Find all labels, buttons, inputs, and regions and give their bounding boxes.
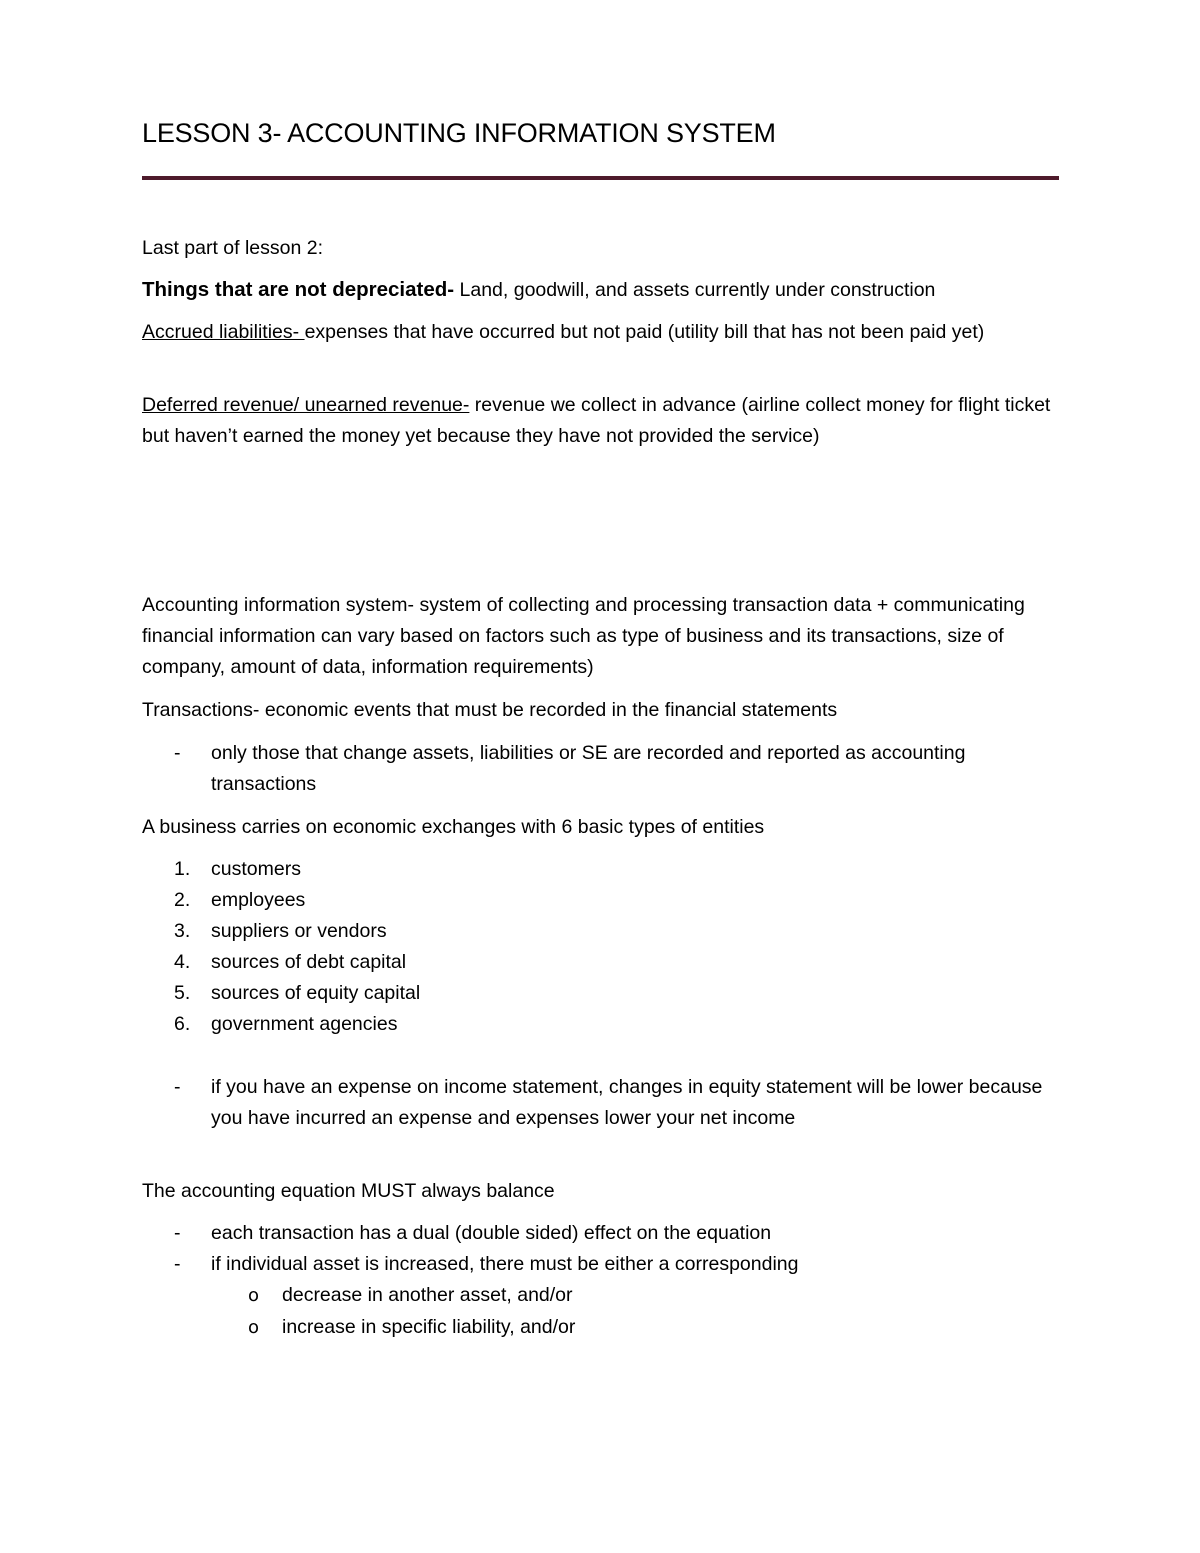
not-depreciated-text: Land, goodwill, and assets currently under construction bbox=[454, 279, 936, 301]
list-item bbox=[142, 1218, 1067, 1249]
list-item-text: if you have an expense on income statement, changes in equity statement will be lower because you have incurred an expense and expenses lower your net income bbox=[211, 1076, 1043, 1129]
sub-list-item bbox=[142, 1280, 1067, 1311]
list-item bbox=[142, 738, 1067, 800]
entity-list-item bbox=[142, 947, 1067, 978]
list-number: 1. bbox=[174, 858, 191, 880]
entity-list-item bbox=[142, 885, 1067, 916]
entities-intro: A business carries on economic exchanges with 6 basic types of entities bbox=[142, 816, 765, 838]
sub-list-item-text: decrease in another asset, and/or bbox=[282, 1284, 573, 1306]
list-number: 2. bbox=[174, 889, 191, 911]
entity-text: sources of debt capital bbox=[211, 951, 407, 973]
sub-list-item bbox=[142, 1312, 1067, 1343]
equation-intro: The accounting equation MUST always balance bbox=[142, 1180, 555, 1202]
circle-bullet-marker: o bbox=[248, 1285, 260, 1306]
entity-text: employees bbox=[211, 889, 306, 911]
list-number: 4. bbox=[174, 951, 191, 973]
dash-bullet-marker: - bbox=[174, 1222, 181, 1244]
list-item bbox=[142, 1249, 1067, 1280]
list-item-text: if individual asset is increased, there must be either a corresponding bbox=[211, 1253, 799, 1275]
entity-list-item bbox=[142, 916, 1067, 947]
accrued-liabilities-term: Accrued liabilities- bbox=[142, 321, 305, 343]
sub-list-item-text: increase in specific liability, and/or bbox=[282, 1316, 576, 1338]
circle-bullet-marker: o bbox=[248, 1317, 260, 1338]
entity-text: sources of equity capital bbox=[211, 982, 421, 1004]
list-number: 3. bbox=[174, 920, 191, 942]
accrued-liabilities-text: expenses that have occurred but not paid (utility bill that has not been paid yet) bbox=[304, 321, 985, 343]
dash-bullet-marker: - bbox=[174, 742, 181, 764]
not-depreciated-paragraph bbox=[142, 274, 1067, 306]
entity-text: government agencies bbox=[211, 1013, 398, 1035]
deferred-revenue-term: Deferred revenue/ unearned revenue- bbox=[142, 394, 470, 416]
deferred-revenue-text: revenue we collect in advance (airline collect money for flight ticket but haven’t earned the money yet because they have not provided the service) bbox=[142, 394, 1051, 447]
transactions-definition: Transactions- economic events that must be recorded in the financial statements bbox=[142, 699, 838, 721]
deferred-revenue-paragraph bbox=[142, 390, 1057, 452]
accrued-liabilities-paragraph bbox=[142, 317, 1057, 348]
intro-line: Last part of lesson 2: bbox=[142, 237, 324, 259]
list-number: 6. bbox=[174, 1013, 191, 1035]
title-underline-divider bbox=[142, 176, 1059, 180]
entity-list-item bbox=[142, 978, 1067, 1009]
list-number: 5. bbox=[174, 982, 191, 1004]
ais-definition-paragraph: Accounting information system- system of collecting and processing transaction data + communicating financial information can vary based on factors such as type of business and its transactions, size of company, amount of data, information requirements) bbox=[142, 594, 1025, 678]
dash-bullet-marker: - bbox=[174, 1253, 181, 1275]
list-item bbox=[142, 1072, 1067, 1134]
entity-list-item bbox=[142, 854, 1067, 885]
entity-list-item bbox=[142, 1009, 1067, 1040]
entity-text: customers bbox=[211, 858, 301, 880]
entity-text: suppliers or vendors bbox=[211, 920, 387, 942]
page-title: LESSON 3- ACCOUNTING INFORMATION SYSTEM bbox=[142, 118, 776, 148]
dash-bullet-marker: - bbox=[174, 1076, 181, 1098]
not-depreciated-term: Things that are not depreciated- bbox=[142, 278, 455, 301]
list-item-text: each transaction has a dual (double sided) effect on the equation bbox=[211, 1222, 772, 1244]
list-item-text: only those that change assets, liabilities or SE are recorded and reported as accounting transactions bbox=[211, 742, 966, 795]
